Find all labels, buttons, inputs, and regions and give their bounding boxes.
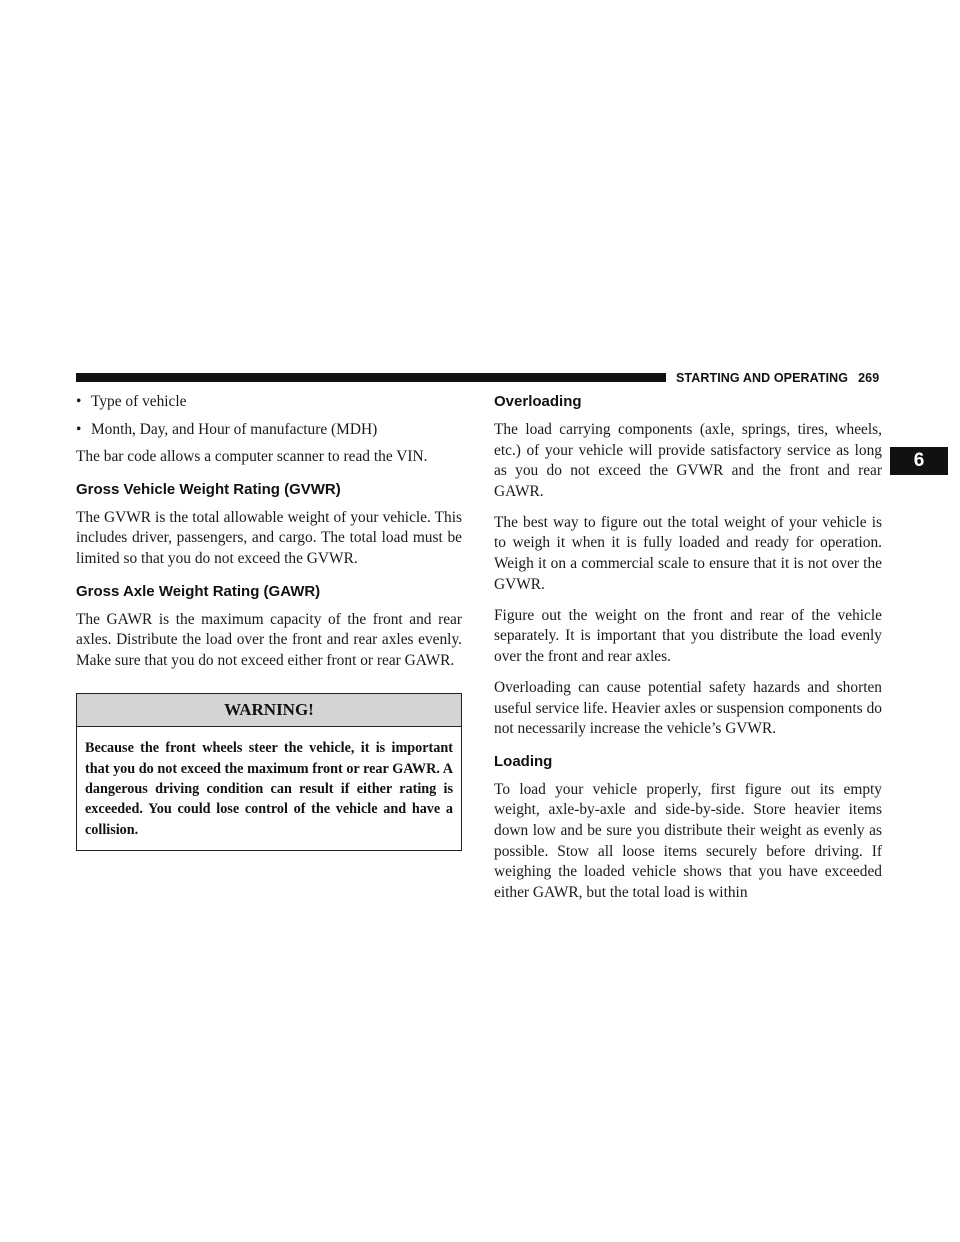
right-column — [494, 392, 882, 914]
bullet-item — [76, 392, 462, 413]
left-column — [76, 392, 462, 851]
gawr-heading: Gross Axle Weight Rating (GAWR) — [76, 582, 321, 600]
warning-text: Because the front wheels steer the vehicle, it is important that you do not exceed the maximum front or rear GAWR. A dangerous driving condition can result if either rating is exceeded. You could lose control of the vehicle and have a collision. — [85, 740, 453, 838]
section-title: STARTING AND OPERATING — [676, 371, 849, 385]
overloading-paragraph: Overloading can cause potential safety hazards and shorten useful service life. Heavier axles or suspension components do not necessarily increase the vehicle’s GVWR. — [494, 679, 882, 738]
gvwr-paragraph: The GVWR is the total allowable weight of your vehicle. This includes driver, passengers, and cargo. The total load must be limited so that you do not exceed the GVWR. — [76, 508, 462, 567]
bullet-text: Month, Day, and Hour of manufacture (MDH) — [91, 420, 378, 438]
loading-paragraph: To load your vehicle properly, first figure out its empty weight, axle-by-axle and side-by-side. Store heavier items down low and be sure you distribute their weight as evenly as possible. Stow all loose items securely before driving. If weighing the loaded vehicle shows that you have exceeded either GAWR, but the total load is within — [494, 780, 882, 901]
running-head — [676, 369, 879, 387]
bullet-text: Type of vehicle — [91, 393, 187, 410]
header-rule — [76, 373, 666, 382]
overloading-paragraph: The load carrying components (axle, springs, tires, wheels, etc.) of your vehicle will provide satisfactory service as long as you do not exceed the GVWR and the front and rear GAWR. — [494, 421, 882, 500]
bar-code-paragraph: The bar code allows a computer scanner to read the VIN. — [76, 448, 428, 466]
overloading-heading: Overloading — [494, 393, 582, 410]
page-number: 269 — [858, 371, 880, 385]
overloading-paragraph: The best way to figure out the total weight of your vehicle is to weigh it when it is fully loaded and ready for operation. Weigh it on a commercial scale to ensure that it is not over the GVWR. — [494, 513, 882, 593]
warning-box — [76, 693, 462, 850]
bullet-icon: • — [76, 420, 82, 438]
loading-heading: Loading — [494, 752, 553, 770]
bullet-item — [76, 420, 462, 441]
chapter-tab: 6 — [890, 447, 948, 475]
gvwr-heading: Gross Vehicle Weight Rating (GVWR) — [76, 480, 341, 498]
overloading-paragraph: Figure out the weight on the front and rear of the vehicle separately. It is important that you distribute the load evenly over the front and rear axles. — [494, 606, 882, 665]
bullet-icon: • — [76, 393, 82, 410]
warning-title: WARNING! — [77, 694, 461, 727]
gawr-paragraph: The GAWR is the maximum capacity of the front and rear axles. Distribute the load over the front and rear axles evenly. Make sure that you do not exceed either front or rear GAWR. — [76, 610, 462, 669]
